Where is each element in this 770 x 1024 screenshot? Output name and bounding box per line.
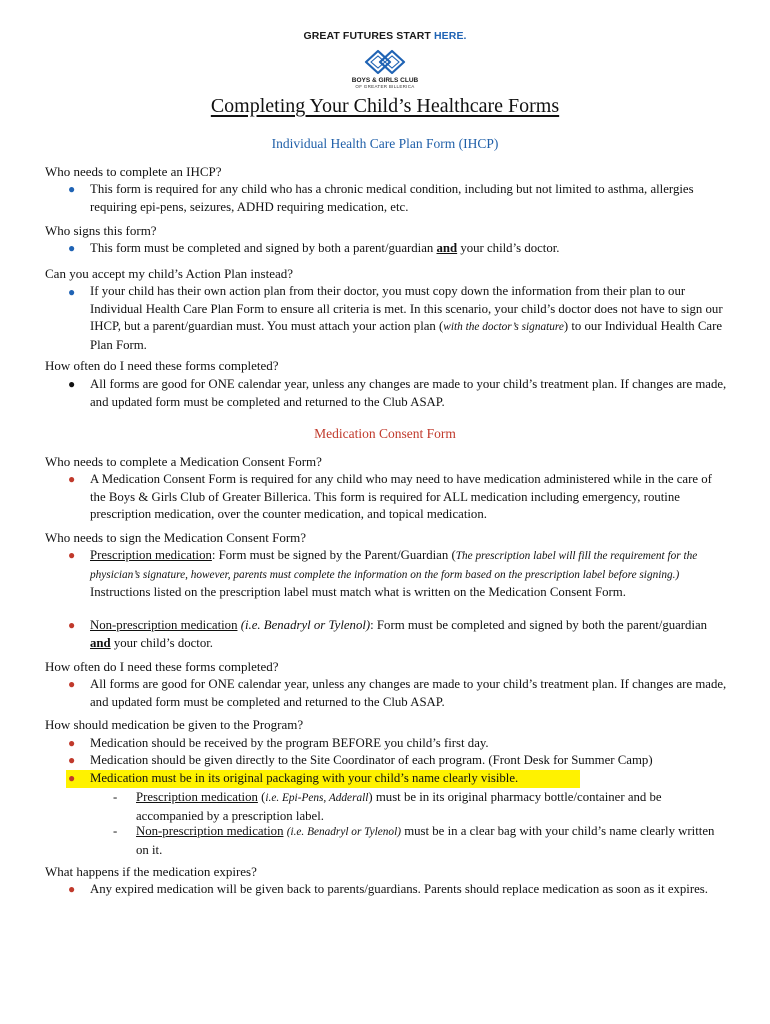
bullet-icon: ● — [68, 771, 76, 785]
mcf-answer-expires: Any expired medication will be given back to parents/guardians. Parents should replace medication as soon as it expires. — [90, 882, 708, 896]
mcf-answer-non-prescription: Non-prescription medication (i.e. Benadryl or Tylenol): Form must be completed and signed by both the parent/guardian and your child’s doctor. — [90, 618, 708, 650]
mcf-answer-site-coordinator: Medication should be given directly to the Site Coordinator of each program. (Front Desk for Summer Camp) — [90, 753, 653, 767]
bullet-icon: ● — [68, 182, 76, 196]
bullet-icon: ● — [68, 377, 76, 391]
mcf-section-heading: Medication Consent Form — [314, 426, 456, 441]
bullet-icon: ● — [68, 882, 76, 896]
page-title: Completing Your Child’s Healthcare Forms — [210, 95, 560, 117]
mcf-answer-original-packaging: Medication must be in its original packaging with your child’s name clearly visible. — [90, 771, 519, 785]
boys-girls-club-logo-icon — [362, 48, 408, 76]
mcf-answer-how-often: All forms are good for ONE calendar year, unless any changes are made to your child’s treatment plan. If changes are made, and updated form must be completed and returned to the Club ASAP. — [90, 677, 727, 709]
bullet-icon: ● — [68, 241, 76, 255]
ihcp-answer-who-signs: This form must be completed and signed by both a parent/guardian and your child’s doctor. — [90, 241, 560, 255]
ihcp-question-how-often: How often do I need these forms completed? — [45, 358, 279, 373]
bullet-icon: ● — [68, 548, 76, 562]
mcf-question-how-often: How often do I need these forms completed? — [45, 659, 279, 674]
bullet-icon: ● — [68, 753, 76, 767]
dash-bullet: - — [113, 824, 118, 838]
ihcp-section-heading: Individual Health Care Plan Form (IHCP) — [271, 136, 499, 151]
mcf-sub-non-prescription: Non-prescription medication (i.e. Benadryl or Tylenol) must be in a clear bag with your child’s name clearly written on it. — [136, 824, 715, 857]
mcf-question-who-signs: Who needs to sign the Medication Consent Form? — [45, 530, 307, 545]
dash-bullet: - — [113, 790, 118, 804]
ihcp-answer-who-completes: This form is required for any child who has a chronic medical condition, including but not limited to asthma, allergies requiring epi-pens, seizures, ADHD requiring medication, etc. — [90, 182, 694, 214]
ihcp-answer-how-often: All forms are good for ONE calendar year, unless any changes are made to your child’s treatment plan. If changes are made, and updated form must be completed and returned to the Club ASAP. — [90, 377, 727, 409]
mcf-question-how-given: How should medication be given to the Program? — [45, 717, 304, 732]
club-name: BOYS & GIRLS CLUB — [351, 77, 419, 84]
mcf-sub-prescription: Prescription medication (i.e. Epi-Pens, Adderall) must be in its original pharmacy bottle/container and be accompanied by a prescription label. — [136, 790, 662, 823]
club-subname: OF GREATER BILLERICA — [355, 84, 415, 89]
bullet-icon: ● — [68, 736, 76, 750]
ihcp-question-who-completes: Who needs to complete an IHCP? — [45, 164, 222, 179]
bullet-icon: ● — [68, 618, 76, 632]
ihcp-question-who-signs: Who signs this form? — [45, 223, 157, 238]
header-logo — [0, 30, 770, 89]
mcf-answer-who-completes: A Medication Consent Form is required for any child who may need to have medication administered while in the care of the Boys & Girls Club of Greater Billerica. This form is required for ALL medication including emergency, routine prescription medication, over the counter medication, and topical medication. — [90, 472, 712, 521]
tagline — [0, 30, 770, 42]
bullet-icon: ● — [68, 472, 76, 486]
mcf-answer-prescription: Prescription medication: Form must be signed by the Parent/Guardian (The prescription label will fill the requirement for the physician’s signature, however, parents must complete the information on the form based on the prescription label before signing.) Instructions listed on the prescription label must match what is written on the Medication Consent Form. — [90, 548, 698, 599]
mcf-answer-received-before: Medication should be received by the program BEFORE you child’s first day. — [90, 736, 489, 750]
ihcp-question-action-plan: Can you accept my child’s Action Plan instead? — [45, 266, 294, 281]
bullet-icon: ● — [68, 677, 76, 691]
mcf-question-expires: What happens if the medication expires? — [45, 864, 257, 879]
ihcp-answer-action-plan: If your child has their own action plan from their doctor, you must copy down the information from their plan to our Individual Health Care Plan Form to ensure all criteria is met. In this scenario, your child’s doctor does not have to sign our IHCP, but a parent/guardian must. You must attach your action plan (with the doctor’s signature) to our Individual Health Care Plan Form. — [90, 284, 723, 352]
tagline-accent: HERE. — [433, 30, 467, 42]
bullet-icon: ● — [68, 285, 76, 299]
tagline-main: GREAT FUTURES START — [303, 30, 434, 42]
mcf-question-who-completes: Who needs to complete a Medication Consent Form? — [45, 454, 322, 469]
